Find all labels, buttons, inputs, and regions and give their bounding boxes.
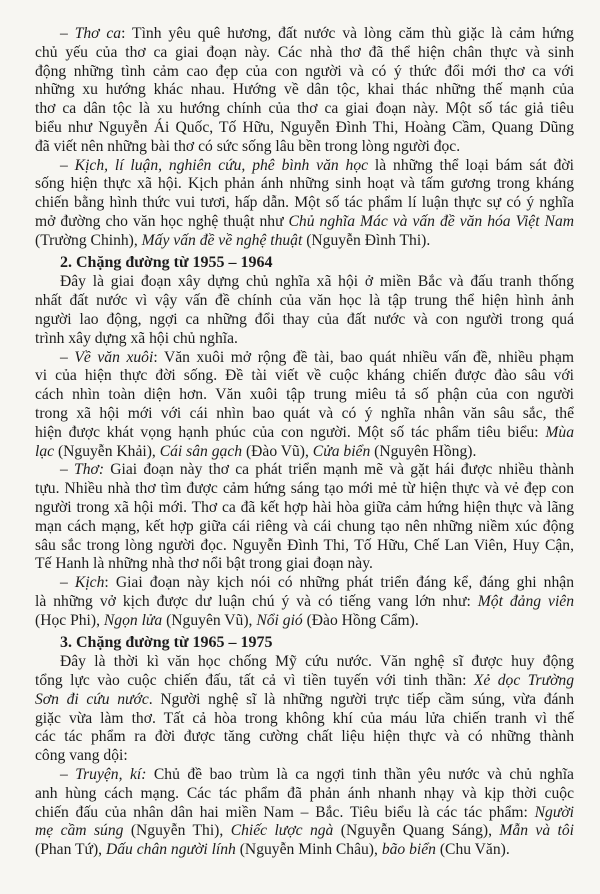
text-segment: (Đào Vũ),	[242, 442, 313, 460]
text-segment: chiến đấu của nhân dân hai miền Nam – Bắc. Tiêu biểu là các tác phẩm:	[35, 803, 535, 821]
italic-text: Thơ:	[74, 461, 105, 479]
text-segment: (Nguyên Hồng).	[370, 442, 477, 460]
paragraph	[35, 157, 574, 251]
text-segment: : Tình yêu quê hương, đất nước và lòng căm thù giặc là cảm hứng	[121, 25, 574, 42]
italic-text: Ngọn lửa	[103, 611, 163, 629]
text-segment: anh hùng cách mạng. Các tác phẩm đã phản ánh nhanh nhạy và kịp thời cuộc	[35, 784, 574, 802]
text-line	[35, 555, 574, 574]
italic-text: Kịch, lí luận, nghiên cứu, phê bình văn học	[74, 156, 369, 174]
paragraph	[35, 273, 574, 348]
text-segment: là những vở kịch được dư luận chú ý và có tiếng vang lớn như:	[35, 592, 478, 610]
text-line	[35, 349, 574, 368]
text-segment: (Chu Văn).	[435, 841, 510, 859]
text-segment: thơ ca dân tộc là xu hướng chính của thơ ca giai đoạn này. Một số tác giả tiêu	[35, 100, 574, 118]
text-segment: đã viết nên những bài thơ có sức sống lâu bền trong lòng người đọc.	[35, 137, 461, 155]
text-line	[35, 710, 574, 729]
italic-text: Thơ ca	[74, 25, 122, 42]
text-segment: là những thể loại bám sát đời	[368, 156, 574, 174]
text-line	[35, 574, 574, 593]
text-segment: Tế Hanh là những nhà thơ nổi bật trong giai đoạn này.	[35, 555, 373, 573]
text-line	[35, 232, 574, 251]
italic-text: lạc	[35, 442, 55, 460]
text-segment: : Văn xuôi mở rộng đề tài, bao quát nhiều vấn đề, nhiều phạm	[153, 348, 575, 366]
text-line	[35, 480, 574, 499]
text-segment: (Đào Hồng Cẩm).	[302, 611, 419, 629]
italic-text: Kịch	[74, 574, 105, 592]
text-line	[35, 330, 574, 349]
italic-text: Truyện, kí:	[75, 766, 147, 784]
text-line	[35, 63, 574, 82]
text-segment: động những tình cảm cao đẹp của con người và có ý thức đổi mới thơ ca với	[35, 62, 574, 80]
text-segment: (Nguyễn Khải),	[54, 442, 160, 460]
italic-text: Nổi gió	[256, 611, 303, 629]
paragraph	[35, 461, 574, 574]
italic-text: Cái sân gạch	[159, 442, 243, 460]
italic-text: Mẫn và tôi	[499, 822, 574, 840]
text-segment: mạn cách mạng, kết hợp giữa cái riêng và cái chung tạo nên những niềm xúc động	[35, 517, 574, 535]
section-heading: 2. Chặng đường từ 1955 – 1964	[60, 253, 273, 271]
text-line	[35, 728, 574, 747]
text-segment: (Nguyễn Quang Sáng),	[333, 822, 500, 840]
text-line	[35, 747, 574, 766]
text-line	[35, 518, 574, 537]
text-line	[35, 194, 574, 213]
text-segment: trình xây dựng xã hội chủ nghĩa.	[35, 329, 238, 347]
text-segment: (Nguyên Vũ),	[162, 611, 257, 629]
text-segment: Giai đoạn này thơ ca phát triển mạnh mẽ và gặt hái được nhiều thành	[104, 461, 574, 479]
text-segment: Chủ đề bao trùm là ca ngợi tinh thần yêu nước và chủ nghĩa	[146, 766, 574, 784]
text-line	[35, 44, 574, 63]
italic-text: Chủ nghĩa Mác và vấn đề văn hóa Việt Nam	[288, 212, 575, 230]
text-segment: vi của hiện thực đời sống. Đề tài viết về cuộc kháng chiến được đào sâu với	[35, 367, 574, 385]
text-line	[35, 138, 574, 157]
text-line	[35, 822, 574, 841]
text-line	[35, 443, 574, 462]
text-segment: (Học Phi),	[35, 611, 104, 629]
text-segment: chủ yếu của thơ ca giai đoạn này. Các nhà thơ đã thể hiện chân thực và sinh	[35, 43, 574, 61]
text-segment: –	[60, 766, 76, 784]
text-line	[35, 273, 574, 292]
text-line	[35, 81, 574, 100]
text-segment: (Nguyễn Đình Thi).	[302, 231, 431, 249]
text-segment: –	[60, 156, 75, 174]
italic-text: Một đảng viên	[477, 592, 575, 610]
text-segment: trong xã hội mới với cái nhìn bao quát và có ý nghĩa nhân văn sâu sắc, thể	[35, 404, 574, 422]
text-segment: –	[60, 348, 75, 366]
text-line	[35, 612, 574, 631]
text-line	[35, 499, 574, 518]
text-line	[35, 593, 574, 612]
text-segment: biểu như Nguyễn Ái Quốc, Tố Hữu, Nguyễn Đình Thi, Hoàng Cầm, Quang Dũng	[35, 118, 574, 136]
text-line	[35, 119, 574, 138]
text-line	[35, 766, 574, 785]
text-segment: (Nguyễn Thi),	[123, 822, 231, 840]
text-line	[35, 367, 574, 386]
text-segment: những xu hướng khác nhau. Hướng về dân tộc, khai thác những thế mạnh của	[35, 81, 574, 99]
text-line	[35, 157, 574, 176]
text-line	[35, 100, 574, 119]
text-line	[35, 461, 574, 480]
text-segment: công vang dội:	[35, 747, 128, 765]
italic-text: Xẻ dọc Trường	[473, 672, 574, 690]
text-segment: : Giai đoạn này kịch nói có những phát triển đáng kể, đáng ghi nhận	[104, 574, 574, 592]
text-segment: . Người nghệ sĩ là những người trực tiếp cầm súng, vừa đánh	[148, 690, 574, 708]
text-line	[35, 785, 574, 804]
text-line	[35, 691, 574, 710]
text-segment: người lao động, ngợi ca những đổi thay của đất nước và con người trong quá	[35, 310, 574, 328]
text-line	[35, 213, 574, 232]
italic-text: Sơn đi cứu nước	[35, 690, 149, 708]
paragraph	[35, 574, 574, 630]
text-segment: –	[60, 461, 75, 479]
text-line	[35, 804, 574, 823]
text-segment: tổng lực vào cuộc chiến đấu, tất cả vì tiền tuyến với tinh thần:	[35, 672, 474, 690]
text-segment: mở đường cho văn học nghệ thuật như	[35, 212, 289, 230]
italic-text: Về văn xuôi	[74, 348, 154, 366]
text-segment: hiện được khát vọng hạnh phúc của con người. Một số tác phẩm tiêu biểu:	[35, 423, 546, 441]
text-line	[35, 672, 574, 691]
text-segment: sâu sắc trong lòng người đọc. Nguyễn Đình Thi, Tố Hữu, Chế Lan Viên, Huy Cận,	[35, 536, 574, 554]
paragraph	[35, 25, 574, 157]
italic-text: Chiếc lược ngà	[230, 822, 334, 840]
text-line	[35, 537, 574, 556]
italic-text: mẹ cầm súng	[35, 822, 124, 840]
paragraph	[35, 653, 574, 766]
text-segment: sống hiện thực xã hội. Kịch phản ánh những sinh hoạt và tấm gương trong kháng	[35, 175, 574, 193]
text-line	[35, 175, 574, 194]
italic-text: Cửa biển	[312, 442, 371, 460]
text-line	[35, 25, 574, 44]
text-segment: Đây là giai đoạn xây dựng chủ nghĩa xã hội ở miền Bắc và đấu tranh thống	[60, 273, 574, 291]
italic-text: Mấy vấn đề về nghệ thuật	[141, 231, 303, 249]
text-segment: (Phan Tứ),	[35, 841, 106, 859]
text-segment: Đây là thời kì văn học chống Mỹ cứu nước. Văn nghệ sĩ được huy động	[60, 653, 574, 671]
italic-text: bão biển	[381, 841, 436, 859]
italic-text: Mùa	[545, 423, 574, 441]
text-segment: người trong xã hội mới. Thơ ca đã kết hợp hài hòa giữa cảm hứng hiện thực và lãng	[35, 498, 574, 516]
italic-text: Dấu chân người lính	[105, 841, 236, 859]
section-heading: 3. Chặng đường từ 1965 – 1975	[60, 633, 273, 651]
text-segment: (Trường Chinh),	[35, 231, 142, 249]
text-line	[35, 405, 574, 424]
paragraph	[35, 349, 574, 462]
text-segment: cách nhìn toàn diện hơn. Văn xuôi tập trung miêu tả số phận của con người	[35, 386, 574, 404]
text-segment: các tác phẩm ra đời được tăng cường chất liệu hiện thực và có những thành	[35, 728, 574, 746]
text-line	[35, 386, 574, 405]
text-segment: chiến bằng hình thức vui tươi, hấp dẫn. Một số tác phẩm lí luận thực sự có ý nghĩa	[35, 194, 574, 212]
text-line	[35, 311, 574, 330]
text-segment: giặc vừa làm thơ. Tất cả hòa trong không khí của máu lửa chiến tranh vì thế	[35, 709, 574, 727]
text-line	[35, 653, 574, 672]
text-segment: (Nguyễn Minh Châu),	[235, 841, 382, 859]
text-segment: –	[60, 25, 75, 42]
italic-text: Người	[534, 803, 574, 821]
text-line	[35, 841, 574, 860]
text-segment: tựu. Nhiều nhà thơ tìm được cảm hứng sáng tạo mới mẻ từ hiện thực và vẻ đẹp con	[35, 480, 574, 498]
text-line	[35, 292, 574, 311]
text-segment: nhất đất nước vì vậy vấn đề chính của văn học là tập trung thể hiện hình ảnh	[35, 292, 574, 310]
text-line	[35, 424, 574, 443]
paragraph	[35, 766, 574, 860]
text-segment: –	[60, 574, 75, 592]
